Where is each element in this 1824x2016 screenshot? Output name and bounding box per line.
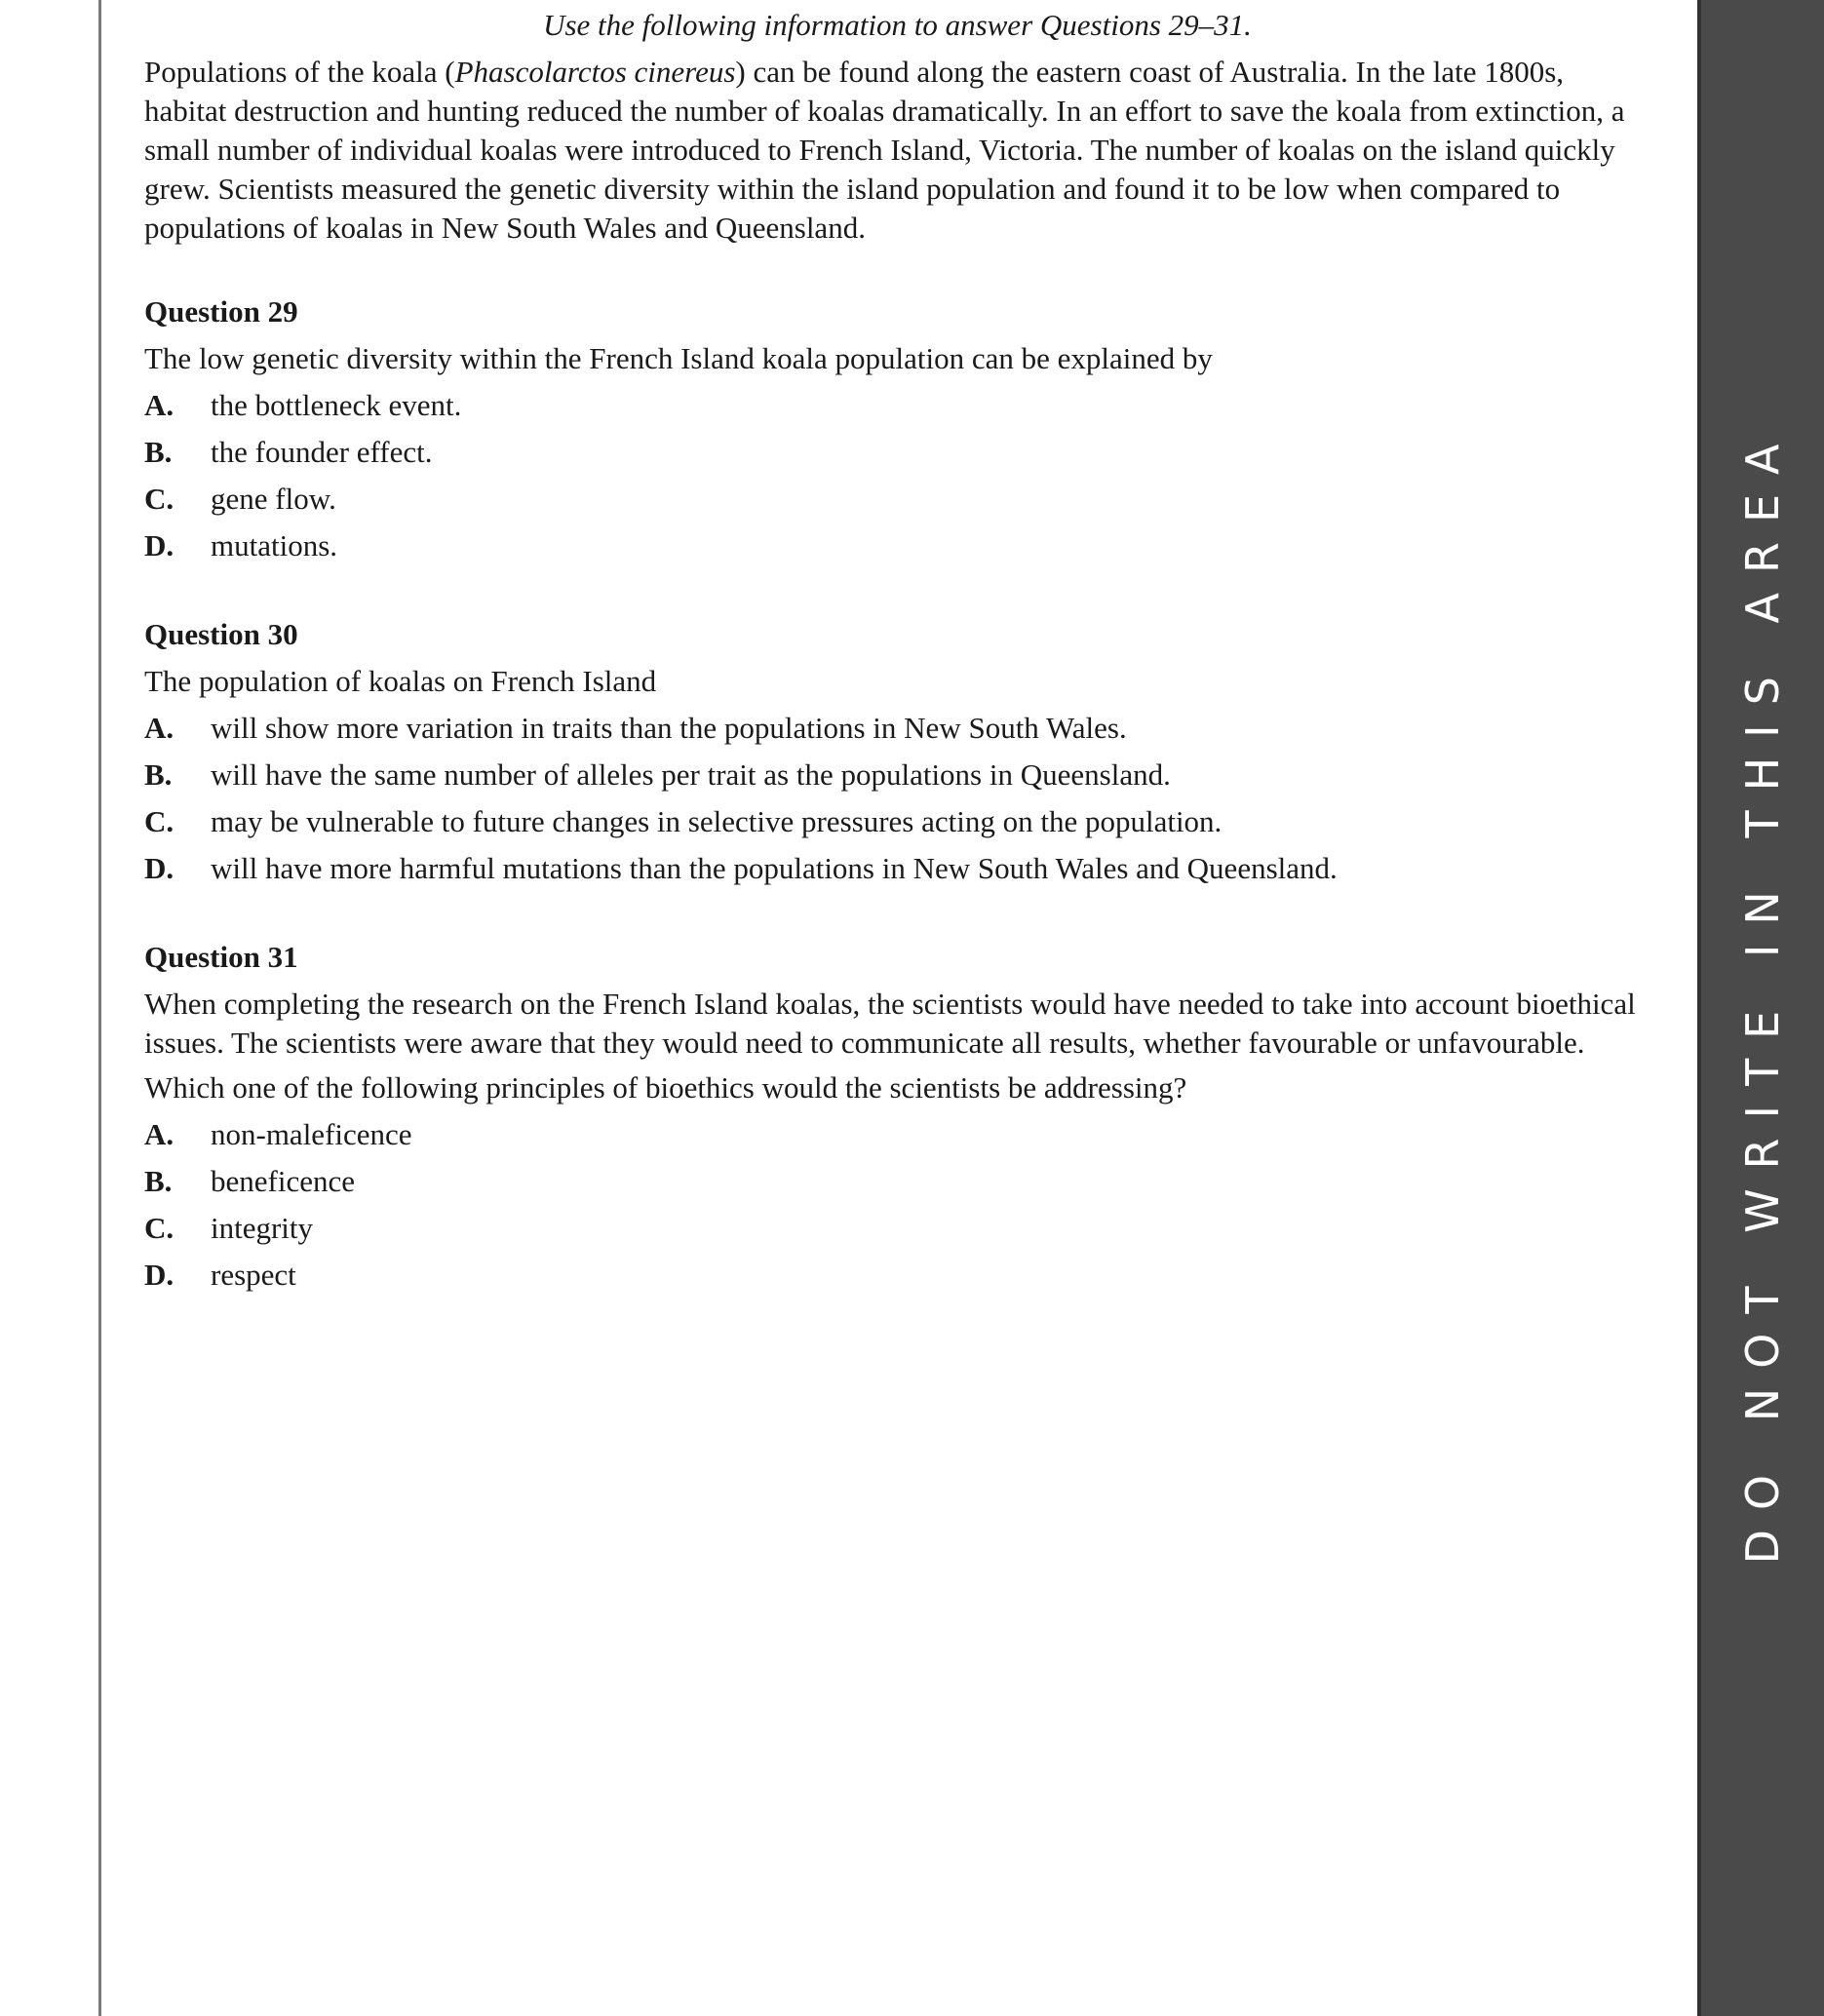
- option-text: will have the same number of alleles per trait as the populations in Queensland.: [211, 757, 1171, 792]
- option-text: beneficence: [211, 1164, 355, 1198]
- option-letter: A.: [144, 1117, 175, 1151]
- instruction-line: Use the following information to answer Questions 29–31.: [543, 8, 1252, 42]
- option-a[interactable]: [144, 1115, 1650, 1162]
- option-letter: D.: [144, 1258, 175, 1292]
- option-letter: D.: [144, 851, 175, 885]
- margin-notice: DO NOT WRITE IN THIS AREA: [1736, 424, 1789, 1565]
- option-text: the founder effect.: [211, 435, 433, 469]
- option-text: will have more harmful mutations than the populations in New South Wales and Queensland.: [211, 851, 1338, 885]
- stimulus-paragraph: [144, 53, 1650, 248]
- question-stem: When completing the research on the French Island koalas, the scientists would have needed to take into account bioethical issues. The scientists were aware that they would need to communicate all results, whether favourable or unfavourable.: [144, 987, 1636, 1060]
- answer-options: [144, 1115, 1650, 1302]
- option-letter: A.: [144, 388, 175, 422]
- option-text: may be vulnerable to future changes in selective pressures acting on the population.: [211, 804, 1222, 838]
- answer-options: [144, 386, 1650, 573]
- question-stem: The population of koalas on French Island: [144, 664, 657, 698]
- species-name: Phascolarctos cinereus: [454, 55, 736, 89]
- question-heading: Question 29: [144, 294, 298, 329]
- option-letter: B.: [144, 1164, 173, 1198]
- option-b[interactable]: [144, 1162, 1650, 1209]
- option-letter: C.: [144, 1211, 175, 1245]
- option-b[interactable]: [144, 756, 1650, 802]
- question-heading: Question 30: [144, 617, 298, 651]
- question-29: [144, 292, 1650, 573]
- question-followup: Which one of the following principles of bioethics would the scientists be addressing?: [144, 1070, 1187, 1105]
- option-text: mutations.: [211, 528, 338, 562]
- option-text: integrity: [211, 1211, 314, 1245]
- option-c[interactable]: [144, 480, 1650, 526]
- option-letter: A.: [144, 711, 175, 745]
- answer-options: [144, 709, 1650, 896]
- option-d[interactable]: [144, 1256, 1650, 1302]
- option-letter: B.: [144, 757, 173, 792]
- option-d[interactable]: [144, 849, 1650, 896]
- option-text: gene flow.: [211, 482, 336, 516]
- question-30: [144, 615, 1650, 896]
- option-c[interactable]: [144, 802, 1650, 849]
- option-letter: C.: [144, 804, 175, 838]
- option-text: will show more variation in traits than the populations in New South Wales.: [211, 711, 1127, 745]
- question-31: [144, 938, 1650, 1302]
- no-write-margin: [1697, 0, 1824, 2016]
- option-letter: D.: [144, 528, 175, 562]
- option-text: non-maleficence: [211, 1117, 412, 1151]
- option-d[interactable]: [144, 526, 1650, 573]
- option-c[interactable]: [144, 1209, 1650, 1256]
- option-a[interactable]: [144, 709, 1650, 756]
- page-content: [144, 0, 1650, 1302]
- question-heading: Question 31: [144, 940, 298, 974]
- option-letter: C.: [144, 482, 175, 516]
- option-a[interactable]: [144, 386, 1650, 433]
- option-letter: B.: [144, 435, 173, 469]
- left-margin-rule: [98, 0, 101, 2016]
- question-stem: The low genetic diversity within the French Island koala population can be explained by: [144, 341, 1213, 375]
- option-text: respect: [211, 1258, 296, 1292]
- stimulus-text-start: Populations of the koala (: [144, 55, 455, 89]
- option-b[interactable]: [144, 433, 1650, 480]
- stimulus-text-rest: ) can be found along the eastern coast of Australia. In the late 1800s, habitat destruction and hunting reduced the number of koalas dramatically. In an effort to save the koala from extinction, a small number of individual koalas were introduced to French Island, Victoria. The number of koalas on the island quickly grew. Scientists measured the genetic diversity within the island population and found it to be low when compared to populations of koalas in New South Wales and Queensland.: [144, 55, 1625, 245]
- option-text: the bottleneck event.: [211, 388, 462, 422]
